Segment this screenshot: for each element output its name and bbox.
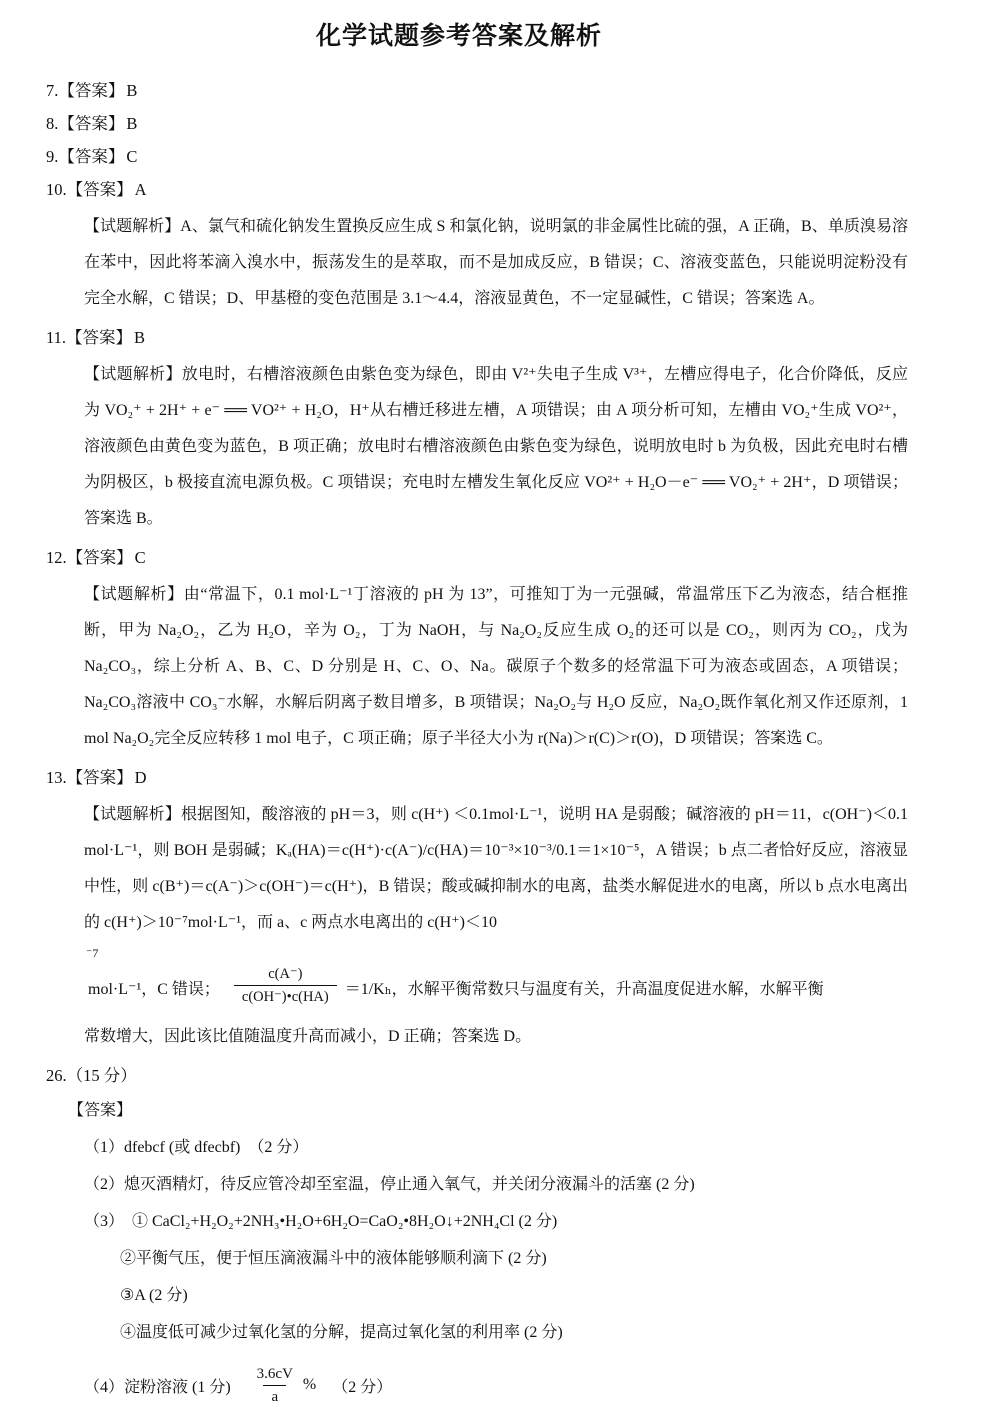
answer-value: B <box>126 114 138 133</box>
fraction-denominator: c(OH⁻)•c(HA) <box>234 985 337 1007</box>
answer-label: 【答案】 <box>58 81 125 100</box>
answer-line-q7 <box>46 74 908 107</box>
analysis-text: 由“常温下，0.1 mol·L⁻¹丁溶液的 pH 为 13”，可推知丁为一元强碱，常温常压下乙为液态，结合框推断，甲为 Na₂O₂，乙为 H₂O，辛为 O₂，丁为 NaOH，与 Na₂O₂反应生成 O₂的还可以是 CO₂，则丙为 CO₂，戊为 Na₂CO₃，综上分析 A、B、C、D 分别是 H、C、O、Na。碳原子个数多的烃常温下可为液态或固态，A 项错误；Na₂CO₃溶液中 CO₃⁻水解，水解后阴离子数目增多，B 项错误；Na₂O₂与 H₂O 反应，Na₂O₂既作氧化剂又作还原剂，1 mol Na₂O₂完全反应转移 1 mol 电子，C 项正确；原子半径大小为 r(Na)＞r(C)＞r(O)，D 项错误；答案选 C。 <box>84 586 912 747</box>
answer-value: C <box>126 147 138 166</box>
answer-value: C <box>134 548 146 567</box>
analysis-q13-fraction-line <box>84 961 908 1019</box>
answer-value: B <box>126 81 138 100</box>
question-number: 11. <box>46 328 67 347</box>
analysis-q13-part1 <box>84 797 912 941</box>
analysis-text: 放电时，右槽溶液颜色由紫色变为绿色，即由 V²⁺失电子生成 V³⁺，左槽应得电子，化合价降低，反应为 VO₂⁺ + 2H⁺ + e⁻ ══ VO²⁺ + H₂O，H⁺从右槽迁移进左槽，A 项错误；由 A 项分析可知，左槽由 VO₂⁺生成 VO²⁺，溶液颜色由黄色变为蓝色，B 项正确；放电时右槽溶液颜色由紫色变为绿色，说明放电时 b 为负极，因此充电时右槽为阴极区，b 极接直流电源负极。C 项错误；充电时左槽发生氧化反应 VO²⁺ + H₂O－e⁻ ══ VO₂⁺ + 2H⁺，D 项错误；答案选 B。 <box>84 366 908 527</box>
q26-item-3-equation: （3） ① CaCl₂+H₂O₂+2NH₃•H₂O+6H₂O=CaO₂•8H₂O↓+2NH₄Cl (2 分) <box>84 1213 558 1230</box>
answer-value: B <box>134 328 146 347</box>
answer-line-q10 <box>46 173 908 206</box>
q26-item-3-sub4: ④温度低可减少过氧化氢的分解，提高过氧化氢的利用率 (2 分) <box>120 1324 563 1341</box>
q26-item-2: （2）熄灭酒精灯，待反应管冷却至室温，停止通入氧气，并关闭分液漏斗的活塞 (2 分) <box>84 1176 695 1193</box>
analysis-q10 <box>84 209 908 317</box>
analysis-q11 <box>84 357 908 537</box>
question-number: 7. <box>46 81 59 100</box>
question-26-heading: 26.（15 分） <box>46 1066 137 1085</box>
analysis-q13-exponent-carry: ⁻7 <box>86 946 99 960</box>
answer-label: 【答案】 <box>66 768 133 787</box>
fraction-pre-text: mol·L⁻¹，C 错误； <box>84 981 220 998</box>
concentration-formula-fraction <box>249 1364 301 1407</box>
q26-answer-label: 【答案】 <box>68 1102 133 1119</box>
analysis-label: 【试题解析】 <box>84 806 181 823</box>
answer-label: 【答案】 <box>58 147 125 166</box>
q26-item-3-sub2: ②平衡气压，便于恒压滴液漏斗中的液体能够顺利滴下 (2 分) <box>120 1250 547 1267</box>
answer-line-q8 <box>46 107 908 140</box>
answer-label: 【答案】 <box>66 548 133 567</box>
answer-line-q12 <box>46 541 908 574</box>
answer-value: D <box>134 768 147 787</box>
fraction-numerator: c(A⁻) <box>268 965 303 982</box>
analysis-text: 根据图知，酸溶液的 pH＝3，则 c(H⁺) ＜0.1mol·L⁻¹，说明 HA 是弱酸；碱溶液的 pH＝11，c(OH⁻)＜0.1 mol·L⁻¹，则 BOH 是弱碱；Kₐ(HA)＝c(H⁺)·c(A⁻)/c(HA)＝10⁻³×10⁻³/0.1＝1×10⁻⁵，A 错误；b 点二者恰好反应，溶液显中性，则 c(B⁺)＝c(A⁻)＞c(OH⁻)＝c(H⁺)，B 错误；酸或碱抑制水的电离，盐类水解促进水的电离，所以 b 点水电离出的 c(H⁺)＞10⁻⁷mol·L⁻¹，而 a、c 两点水电离出的 c(H⁺)＜10 <box>84 806 912 931</box>
fraction-post-text: ＝1/Kₕ，水解平衡常数只与温度有关，升高温度促进水解，水解平衡 <box>344 981 824 998</box>
answer-value: A <box>134 180 147 199</box>
q26-item-4-score: （2 分） <box>332 1378 393 1396</box>
fraction-numerator: 3.6cV <box>256 1365 293 1382</box>
hydrolysis-ratio-fraction <box>234 964 337 1007</box>
question-number: 13. <box>46 768 67 787</box>
answer-line-q11 <box>46 321 908 354</box>
q26-item-4 <box>84 1355 908 1415</box>
analysis-label: 【试题解析】 <box>84 366 182 383</box>
question-number: 10. <box>46 180 67 199</box>
answer-line-q13 <box>46 761 908 794</box>
answer-label: 【答案】 <box>58 114 125 133</box>
percent-sign: % <box>302 1376 317 1393</box>
analysis-label: 【试题解析】 <box>84 218 181 235</box>
q26-item-1: （1）dfebcf (或 dfecbf) （2 分） <box>84 1139 309 1156</box>
answer-label: 【答案】 <box>66 328 133 347</box>
question-number: 8. <box>46 114 59 133</box>
analysis-q13-end: 常数增大，因此该比值随温度升高而减小，D 正确；答案选 D。 <box>84 1028 532 1045</box>
fraction-denominator: a <box>263 1385 286 1407</box>
answer-line-q9 <box>46 140 908 173</box>
page-title: 化学试题参考答案及解析 <box>315 23 602 50</box>
answer-label: 【答案】 <box>66 180 133 199</box>
question-number: 12. <box>46 548 67 567</box>
analysis-label: 【试题解析】 <box>84 586 184 603</box>
analysis-q12 <box>84 577 912 757</box>
question-number: 9. <box>46 147 59 166</box>
q26-item-3-sub3: ③A (2 分) <box>120 1287 188 1304</box>
q26-item-4-pre: （4）淀粉溶液 (1 分) <box>84 1378 231 1396</box>
analysis-text: A、氯气和硫化钠发生置换反应生成 S 和氯化钠，说明氯的非金属性比硫的强，A 正确，B、单质溴易溶在苯中，因此将苯滴入溴水中，振荡发生的是萃取，而不是加成反应，B 错误；C、溶液变蓝色，只能说明淀粉没有完全水解，C 错误；D、甲基橙的变色范围是 3.1～4.4，溶液显黄色，不一定显碱性，C 错误；答案选 A。 <box>84 218 908 307</box>
